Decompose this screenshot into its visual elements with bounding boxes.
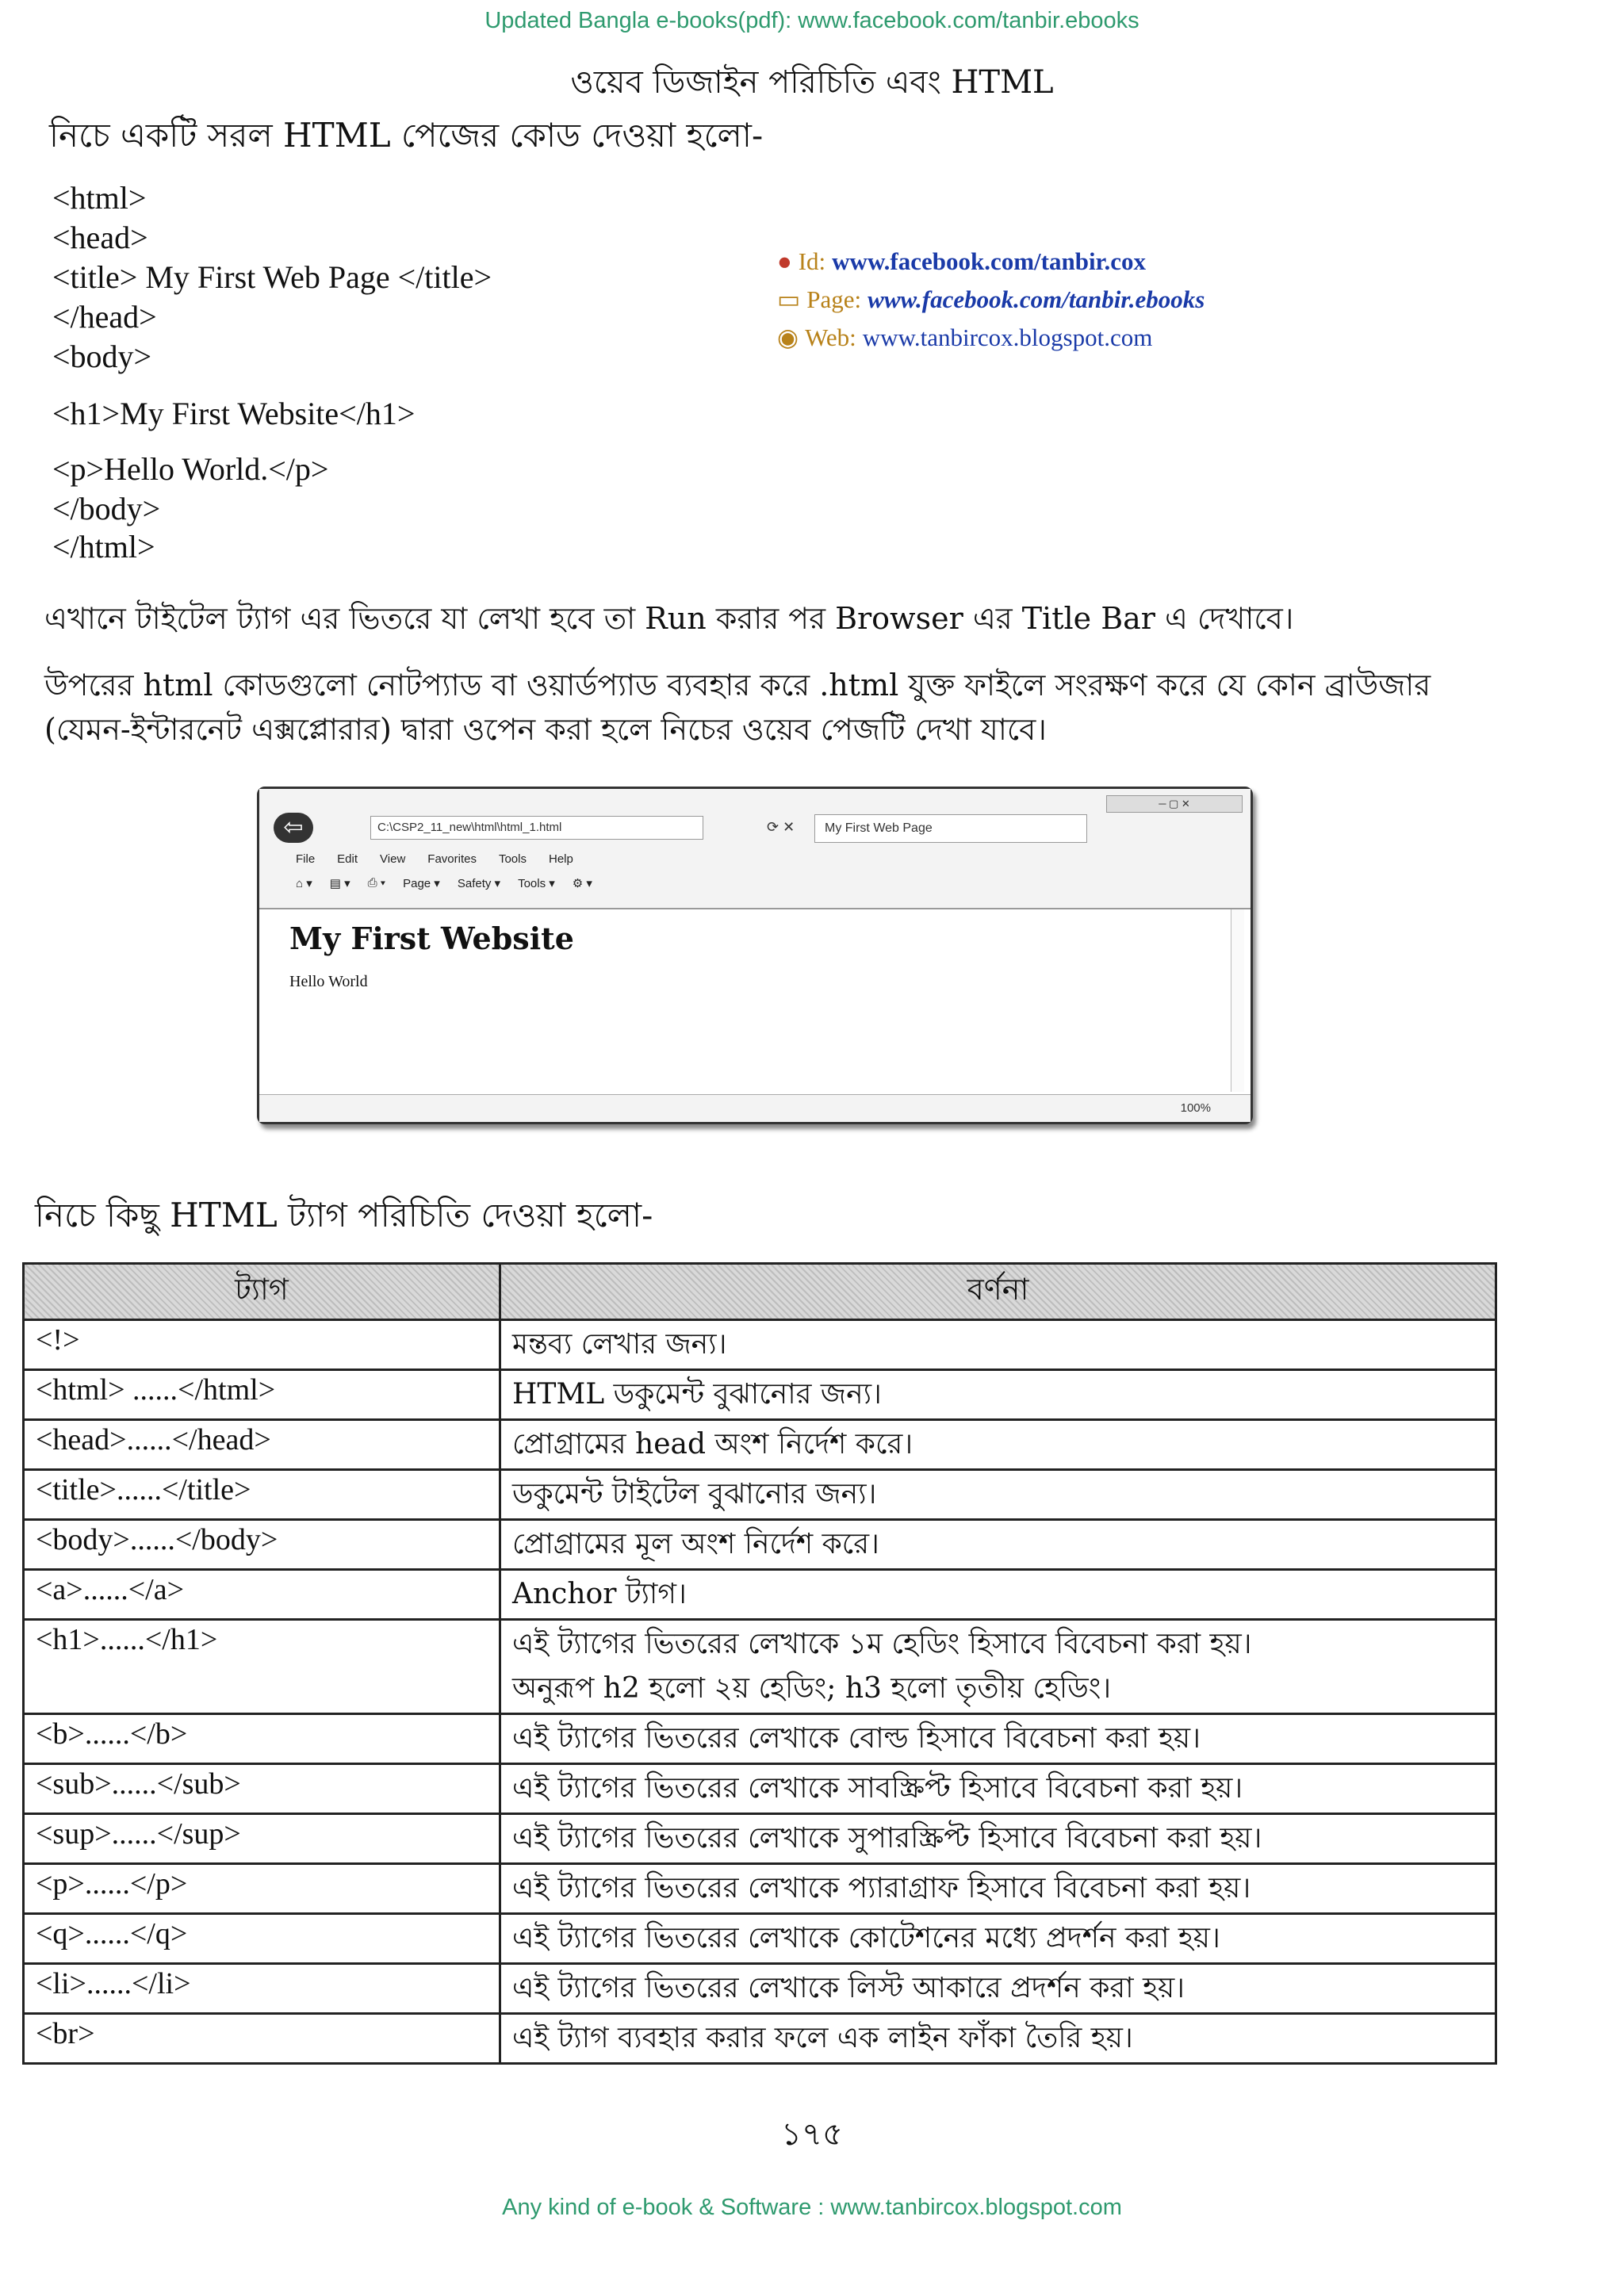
tag-cell: <q>......</q> xyxy=(24,1914,500,1964)
desc-cell: HTML ডকুমেন্ট বুঝানোর জন্য। xyxy=(500,1370,1496,1420)
tag-cell: <b>......</b> xyxy=(24,1714,500,1764)
code-line: </head> xyxy=(52,299,157,335)
web-label: Web: xyxy=(805,323,856,351)
tag-cell: <h1>......</h1> xyxy=(24,1620,500,1714)
desc-cell: এই ট্যাগের ভিতরের লেখাকে সুপারস্ক্রিপ্ট হিসাবে বিবেচনা করা হয়। xyxy=(500,1814,1496,1864)
table-row xyxy=(24,1814,1496,1864)
tag-cell: <!> xyxy=(24,1320,500,1370)
id-icon: ● xyxy=(777,247,792,275)
tag-cell: <body>......</body> xyxy=(24,1520,500,1570)
tag-table xyxy=(22,1262,1497,2065)
code-line: <body> xyxy=(52,339,152,374)
tag-cell: <head>......</head> xyxy=(24,1420,500,1470)
desc-cell: মন্তব্য লেখার জন্য। xyxy=(500,1320,1496,1370)
contact-web-row xyxy=(777,319,1205,357)
bottom-banner: Any kind of e-book & Software : www.tanbircox.blogspot.com xyxy=(502,2195,1122,2220)
top-banner: Updated Bangla e-books(pdf): www.facebook.com/tanbir.ebooks xyxy=(485,8,1139,33)
id-link[interactable]: www.facebook.com/tanbir.cox xyxy=(832,247,1146,275)
feeds-icon[interactable]: ▤ ▾ xyxy=(329,877,350,890)
contact-page-row xyxy=(777,281,1205,319)
desc-cell: এই ট্যাগের ভিতরের লেখাকে কোটেশনের মধ্যে প্রদর্শন করা হয়। xyxy=(500,1914,1496,1964)
desc-cell: এই ট্যাগের ভিতরের লেখাকে সাবস্ক্রিপ্ট হিসাবে বিবেচনা করা হয়। xyxy=(500,1764,1496,1814)
browser-menu xyxy=(296,852,573,866)
desc-line: অনুরূপ h2 হলো ২য় হেডিং; h3 হলো তৃতীয় হেডিং। xyxy=(512,1672,1112,1705)
menu-edit[interactable]: Edit xyxy=(337,852,358,866)
menu-help[interactable]: Help xyxy=(549,852,573,866)
home-icon[interactable]: ⌂ ▾ xyxy=(296,877,312,890)
tools-menu[interactable]: Tools ▾ xyxy=(518,877,555,890)
web-link[interactable]: www.tanbircox.blogspot.com xyxy=(862,323,1153,351)
rendered-paragraph: Hello World xyxy=(289,973,368,990)
extras-icon[interactable]: ⚙ ▾ xyxy=(572,877,592,890)
back-icon[interactable]: ⇦ xyxy=(274,813,313,843)
browser-content xyxy=(259,909,1251,1092)
table-row xyxy=(24,1620,1496,1714)
page-label: Page: xyxy=(806,285,862,313)
status-bar xyxy=(259,1094,1251,1122)
zoom-level[interactable]: 100% xyxy=(1180,1101,1211,1115)
table-row xyxy=(24,1320,1496,1370)
tag-cell: <a>......</a> xyxy=(24,1570,500,1620)
menu-file[interactable]: File xyxy=(296,852,316,866)
page-link[interactable]: www.facebook.com/tanbir.ebooks xyxy=(868,285,1205,313)
paragraph-save-file: উপরের html কোডগুলো নোটপ্যাড বা ওয়ার্ডপ্যাড ব্যবহার করে .html যুক্ত ফাইলে সংরক্ষণ করে যে কোন ব্রাউজার (যেমন-ইন্টারনেট এক্সপ্লোরার) দ্বারা ওপেন করা হলে নিচের ওয়েব পেজটি দেখা যাবে। xyxy=(44,668,1431,747)
address-bar[interactable]: C:\CSP2_11_new\html\html_1.html xyxy=(370,816,703,840)
page-number: ১৭৫ xyxy=(781,2116,843,2153)
desc-cell: এই ট্যাগের ভিতরের লেখাকে বোল্ড হিসাবে বিবেচনা করা হয়। xyxy=(500,1714,1496,1764)
refresh-icon[interactable]: ⟳ ✕ xyxy=(767,819,795,835)
desc-cell: প্রোগ্রামের মূল অংশ নির্দেশ করে। xyxy=(500,1520,1496,1570)
table-row xyxy=(24,1420,1496,1470)
page-title: ওয়েব ডিজাইন পরিচিতি এবং HTML xyxy=(570,64,1054,101)
contact-block xyxy=(777,243,1205,357)
desc-cell: এই ট্যাগের ভিতরের লেখাকে লিস্ট আকারে প্রদর্শন করা হয়। xyxy=(500,1964,1496,2014)
code-line: <p>Hello World.</p> xyxy=(52,451,329,487)
table-row xyxy=(24,1964,1496,2014)
desc-cell: ডকুমেন্ট টাইটেল বুঝানোর জন্য। xyxy=(500,1470,1496,1520)
code-line: <html> xyxy=(52,180,147,216)
book-icon: ▭ xyxy=(777,285,801,313)
code-line: <title> My First Web Page </title> xyxy=(52,259,492,295)
table-row xyxy=(24,1470,1496,1520)
desc-line: এই ট্যাগের ভিতরের লেখাকে ১ম হেডিং হিসাবে বিবেচনা করা হয়। xyxy=(512,1628,1252,1660)
intro-text: নিচে একটি সরল HTML পেজের কোড দেওয়া হলো- xyxy=(49,116,764,155)
paragraph-title-tag: এখানে টাইটেল ট্যাগ এর ভিতরে যা লেখা হবে তা Run করার পর Browser এর Title Bar এ দেখাবে। xyxy=(44,601,1294,636)
desc-cell xyxy=(500,1620,1496,1714)
code-line: <h1>My First Website</h1> xyxy=(52,396,416,431)
scrollbar[interactable] xyxy=(1231,909,1244,1092)
menu-favorites[interactable]: Favorites xyxy=(427,852,477,866)
command-bar xyxy=(296,876,592,890)
tag-cell: <p>......</p> xyxy=(24,1864,500,1914)
tag-cell: <sup>......</sup> xyxy=(24,1814,500,1864)
browser-toolbar xyxy=(259,789,1251,909)
contact-id-row xyxy=(777,243,1205,281)
tag-cell: <li>......</li> xyxy=(24,1964,500,2014)
desc-cell: এই ট্যাগ ব্যবহার করার ফলে এক লাইন ফাঁকা তৈরি হয়। xyxy=(500,2014,1496,2064)
table-row xyxy=(24,1570,1496,1620)
table-header-row xyxy=(24,1264,1496,1320)
browser-screenshot xyxy=(257,787,1253,1124)
header-tag: ট্যাগ xyxy=(24,1264,500,1320)
table-row xyxy=(24,1520,1496,1570)
desc-cell: Anchor ট্যাগ। xyxy=(500,1570,1496,1620)
page-menu[interactable]: Page ▾ xyxy=(403,877,440,890)
table-row xyxy=(24,1370,1496,1420)
menu-view[interactable]: View xyxy=(380,852,406,866)
id-label: Id: xyxy=(798,247,826,275)
code-line: </html> xyxy=(52,529,155,565)
tag-cell: <html> ......</html> xyxy=(24,1370,500,1420)
safety-menu[interactable]: Safety ▾ xyxy=(457,877,501,890)
header-description: বর্ণনা xyxy=(500,1264,1496,1320)
browser-tab[interactable]: My First Web Page xyxy=(814,814,1087,843)
tag-cell: <sub>......</sub> xyxy=(24,1764,500,1814)
table-row xyxy=(24,1714,1496,1764)
table-row xyxy=(24,1764,1496,1814)
tag-cell: <br> xyxy=(24,2014,500,2064)
table-row xyxy=(24,2014,1496,2064)
rendered-heading: My First Website xyxy=(289,921,574,956)
table-row xyxy=(24,1864,1496,1914)
print-icon[interactable]: ⎙ ▾ xyxy=(367,876,386,890)
globe-icon: ◉ xyxy=(777,323,799,351)
table-row xyxy=(24,1914,1496,1964)
desc-cell: এই ট্যাগের ভিতরের লেখাকে প্যারাগ্রাফ হিসাবে বিবেচনা করা হয়। xyxy=(500,1864,1496,1914)
code-line: </body> xyxy=(52,491,161,526)
table-intro: নিচে কিছু HTML ট্যাগ পরিচিতি দেওয়া হলো- xyxy=(35,1196,653,1235)
code-line: <head> xyxy=(52,220,148,255)
window-controls[interactable]: ─ ▢ ✕ xyxy=(1106,795,1243,813)
desc-cell: প্রোগ্রামের head অংশ নির্দেশ করে। xyxy=(500,1420,1496,1470)
tag-cell: <title>......</title> xyxy=(24,1470,500,1520)
menu-tools[interactable]: Tools xyxy=(498,852,527,866)
